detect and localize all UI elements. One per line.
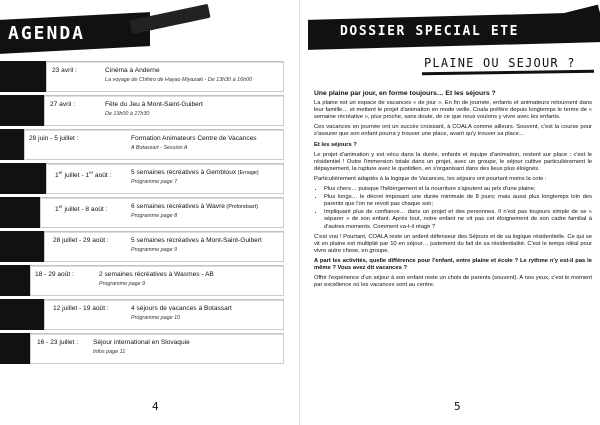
page-number: 5 bbox=[454, 400, 461, 413]
event-details: Infos page 11 bbox=[93, 349, 126, 355]
section-heading: Et les séjours ? bbox=[314, 141, 357, 148]
event-card bbox=[40, 197, 284, 228]
highlight-question: A part les activités, quelle différence pour l'enfant, entre plaine et école ? Le rythme n'y est-il pas le même ? Vous avez dit vacances ? bbox=[314, 257, 592, 271]
subtitle-underline bbox=[422, 70, 594, 75]
event-details: De 13h00 à 17h30 bbox=[105, 111, 150, 117]
event-card bbox=[44, 231, 284, 262]
event-title: 5 semaines récréatives à Gembloux (Ernage) bbox=[131, 169, 259, 176]
event-date: 1er juillet - 1er août : bbox=[55, 170, 112, 180]
event-card bbox=[46, 61, 284, 92]
article-body bbox=[314, 90, 592, 292]
agenda-page bbox=[0, 0, 296, 425]
paragraph: La plaine est un espace de vacances « de jour ». En fin de journée, enfants et animateurs retournent dans leur famille… et mettent le projet d'animation en mode veille. Coala préfère depuis longtemps le terme de « semaine récréative », plus proche, sans doute, de ce que nous voulons y vivre avec les enfants. bbox=[314, 100, 592, 121]
event-details: Programme page 9 bbox=[99, 281, 146, 287]
event-title: Séjour international en Slovaquie bbox=[93, 339, 190, 346]
event-item bbox=[0, 196, 296, 230]
event-details: Programme page 9 bbox=[131, 247, 178, 253]
event-list bbox=[0, 60, 296, 366]
page-number: 4 bbox=[152, 400, 159, 413]
paragraph: Ces vacances en journée ont un succès croissant, à COALA comme ailleurs. Souvent, c'est la course pour s'assurer que son enfant pourra y trouver une place, avant qu'y trouver sa place… bbox=[314, 124, 592, 138]
event-date: 28 juin - 5 juillet : bbox=[29, 135, 79, 142]
article-lead: Une plaine par jour, en forme toujours… Et les séjours ? bbox=[314, 90, 496, 97]
event-card bbox=[44, 95, 284, 126]
event-card bbox=[44, 299, 284, 330]
dossier-page bbox=[304, 0, 600, 425]
event-item bbox=[0, 230, 296, 264]
event-item bbox=[0, 128, 296, 162]
event-title: 6 semaines récréatives à Wavre (Profondsart) bbox=[131, 203, 258, 210]
event-date: 23 avril : bbox=[52, 67, 77, 74]
event-item bbox=[0, 60, 296, 94]
event-title: Cinéma à Anderne bbox=[105, 67, 160, 74]
event-date: 18 - 29 août : bbox=[35, 271, 74, 278]
event-title: Formation Animateurs Centre de Vacances bbox=[131, 135, 257, 142]
paragraph: Offrir l'expérience d'un séjour à son enfant reste un choix de parents (souvent). A nos yeux, c'est le moment par excellence où les vacances sont au centre. bbox=[314, 275, 592, 289]
event-details: Programme page 7 bbox=[131, 179, 178, 185]
event-title: 2 semaines récréatives à Wasmes - AB bbox=[99, 271, 214, 278]
event-details: A Botassart - Session A bbox=[131, 145, 188, 151]
list-item: • Impliquant plus de confiance… dans un projet et des personnes. Il n'est pas toujours simple de se « séparer » de son enfant. Après tout, notre enfant ne vit pas cet éloignement de son cadre familial à d'autres moments. Comment va-t-il réagir ? bbox=[324, 209, 592, 230]
event-date: 1er juillet - 8 août : bbox=[55, 204, 108, 214]
agenda-banner bbox=[0, 10, 296, 54]
section-subtitle: PLAINE OU SEJOUR ? bbox=[424, 56, 576, 70]
event-card bbox=[24, 129, 284, 160]
bullet-list bbox=[314, 186, 592, 231]
brush-smear bbox=[129, 4, 210, 34]
event-item bbox=[0, 264, 296, 298]
event-date: 27 avril : bbox=[50, 101, 75, 108]
event-date: 16 - 23 juillet : bbox=[37, 339, 79, 346]
event-date: 28 juillet - 29 août : bbox=[53, 237, 109, 244]
event-item bbox=[0, 332, 296, 366]
event-title: 5 semaines récréatives à Mont-Saint-Guibert bbox=[131, 237, 262, 244]
event-item bbox=[0, 94, 296, 128]
page-gutter bbox=[296, 0, 304, 425]
paragraph: Particulièrement adaptés à la logique de Vacances, les séjours ont pourtant moins la cote : bbox=[314, 175, 547, 182]
event-details: Programme page 8 bbox=[131, 213, 178, 219]
dossier-banner bbox=[304, 10, 600, 50]
paragraph: C'est vrai ! Pourtant, COALA reste un ardent défenseur des Séjours et de sa logique résidentielle. Ce qui se vit en plaine est multiplié par 10 en séjour… justement du fait de sa résidentialité. C'est le temps idéal pour vivre autre chose, en groupe. bbox=[314, 233, 592, 254]
list-item: • Plus chers… puisque l'hébergement et la nourriture s'ajoutent au prix d'une plaine; bbox=[324, 186, 592, 193]
agenda-title: AGENDA bbox=[8, 23, 86, 44]
event-title: 4 séjours de vacances à Botassart bbox=[131, 305, 232, 312]
paragraph: Le projet d'animation y est vécu dans la durée, enfants et équipe d'animation, restent sur place : c'est le résidentiel ! Outre l'immersion totale dans un projet, avec un groupe, le séjour cultive particulièrement le dépaysement, la rupture avec le quotidien, en s'organisant dans des lieux plus éloignés. bbox=[314, 151, 592, 172]
event-item bbox=[0, 162, 296, 196]
event-date: 12 juillet - 19 août : bbox=[53, 305, 109, 312]
event-details: Programme page 10 bbox=[131, 315, 181, 321]
event-card bbox=[46, 163, 284, 194]
list-item: • Plus longs… le décret imposant une durée minimale de 8 jours; mais aussi plus longtemps loin des parents que l'on ne revoit pas chaque soir; bbox=[324, 194, 592, 208]
event-title: Fête du Jeu à Mont-Saint-Guibert bbox=[105, 101, 203, 108]
event-item bbox=[0, 298, 296, 332]
event-card bbox=[30, 333, 284, 364]
dossier-title: DOSSIER SPECIAL ETE bbox=[340, 24, 520, 39]
event-card bbox=[30, 265, 284, 296]
event-details: La voyage de Chihiro de Hayao Miyazaki - De 13h30 à 16h00 bbox=[105, 77, 253, 83]
